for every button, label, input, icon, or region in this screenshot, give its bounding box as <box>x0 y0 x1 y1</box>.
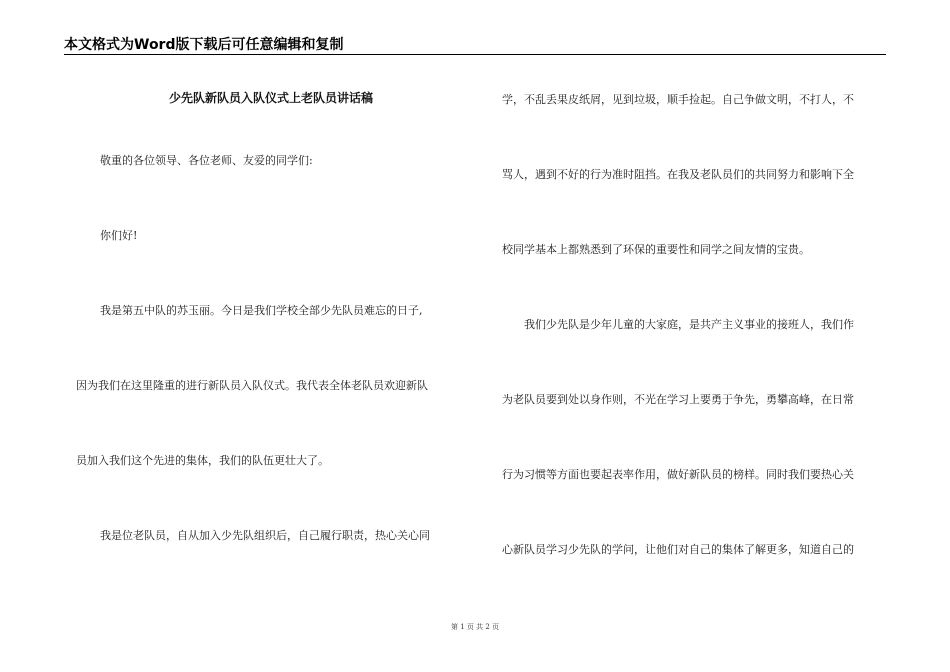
download-banner: 本文格式为Word版下载后可任意编辑和复制 <box>64 37 344 53</box>
paragraph-line: 学，不乱丢果皮纸屑，见到垃圾，顺手捡起。自己争做文明，不打人，不 <box>502 93 854 106</box>
document-title: 少先队新队员入队仪式上老队员讲话稿 <box>168 91 373 105</box>
paragraph-line: 骂人，遇到不好的行为准时阻挡。在我及老队员们的共同努力和影响下全 <box>502 168 854 181</box>
paragraph-line: 你们好! <box>100 229 138 242</box>
page-number: 第 1 页 共 2 页 <box>450 623 500 631</box>
paragraph-line: 为老队员要到处以身作则，不光在学习上要勇于争先，勇攀高峰，在日常 <box>502 393 854 406</box>
paragraph-line: 我是第五中队的苏玉丽。今日是我们学校全部少先队员难忘的日子, <box>100 304 423 317</box>
header-divider <box>64 54 886 55</box>
paragraph-line: 敬重的各位领导、各位老师、友爱的同学们: <box>100 154 313 167</box>
paragraph-line: 行为习惯等方面也要起表率作用，做好新队员的榜样。同时我们要热心关 <box>502 468 854 481</box>
paragraph-line: 心新队员学习少先队的学问，让他们对自己的集体了解更多，知道自己的 <box>502 543 854 556</box>
paragraph-line: 员加入我们这个先进的集体，我们的队伍更壮大了。 <box>76 454 329 467</box>
paragraph-line: 我们少先队是少年儿童的大家庭，是共产主义事业的接班人，我们作 <box>524 318 854 331</box>
paragraph-line: 我是位老队员，自从加入少先队组织后，自己履行职责，热心关心同 <box>100 529 430 542</box>
paragraph-line: 校同学基本上都熟悉到了环保的重要性和同学之间友情的宝贵。 <box>502 243 810 256</box>
paragraph-line: 因为我们在这里隆重的进行新队员入队仪式。我代表全体老队员欢迎新队 <box>76 379 428 392</box>
